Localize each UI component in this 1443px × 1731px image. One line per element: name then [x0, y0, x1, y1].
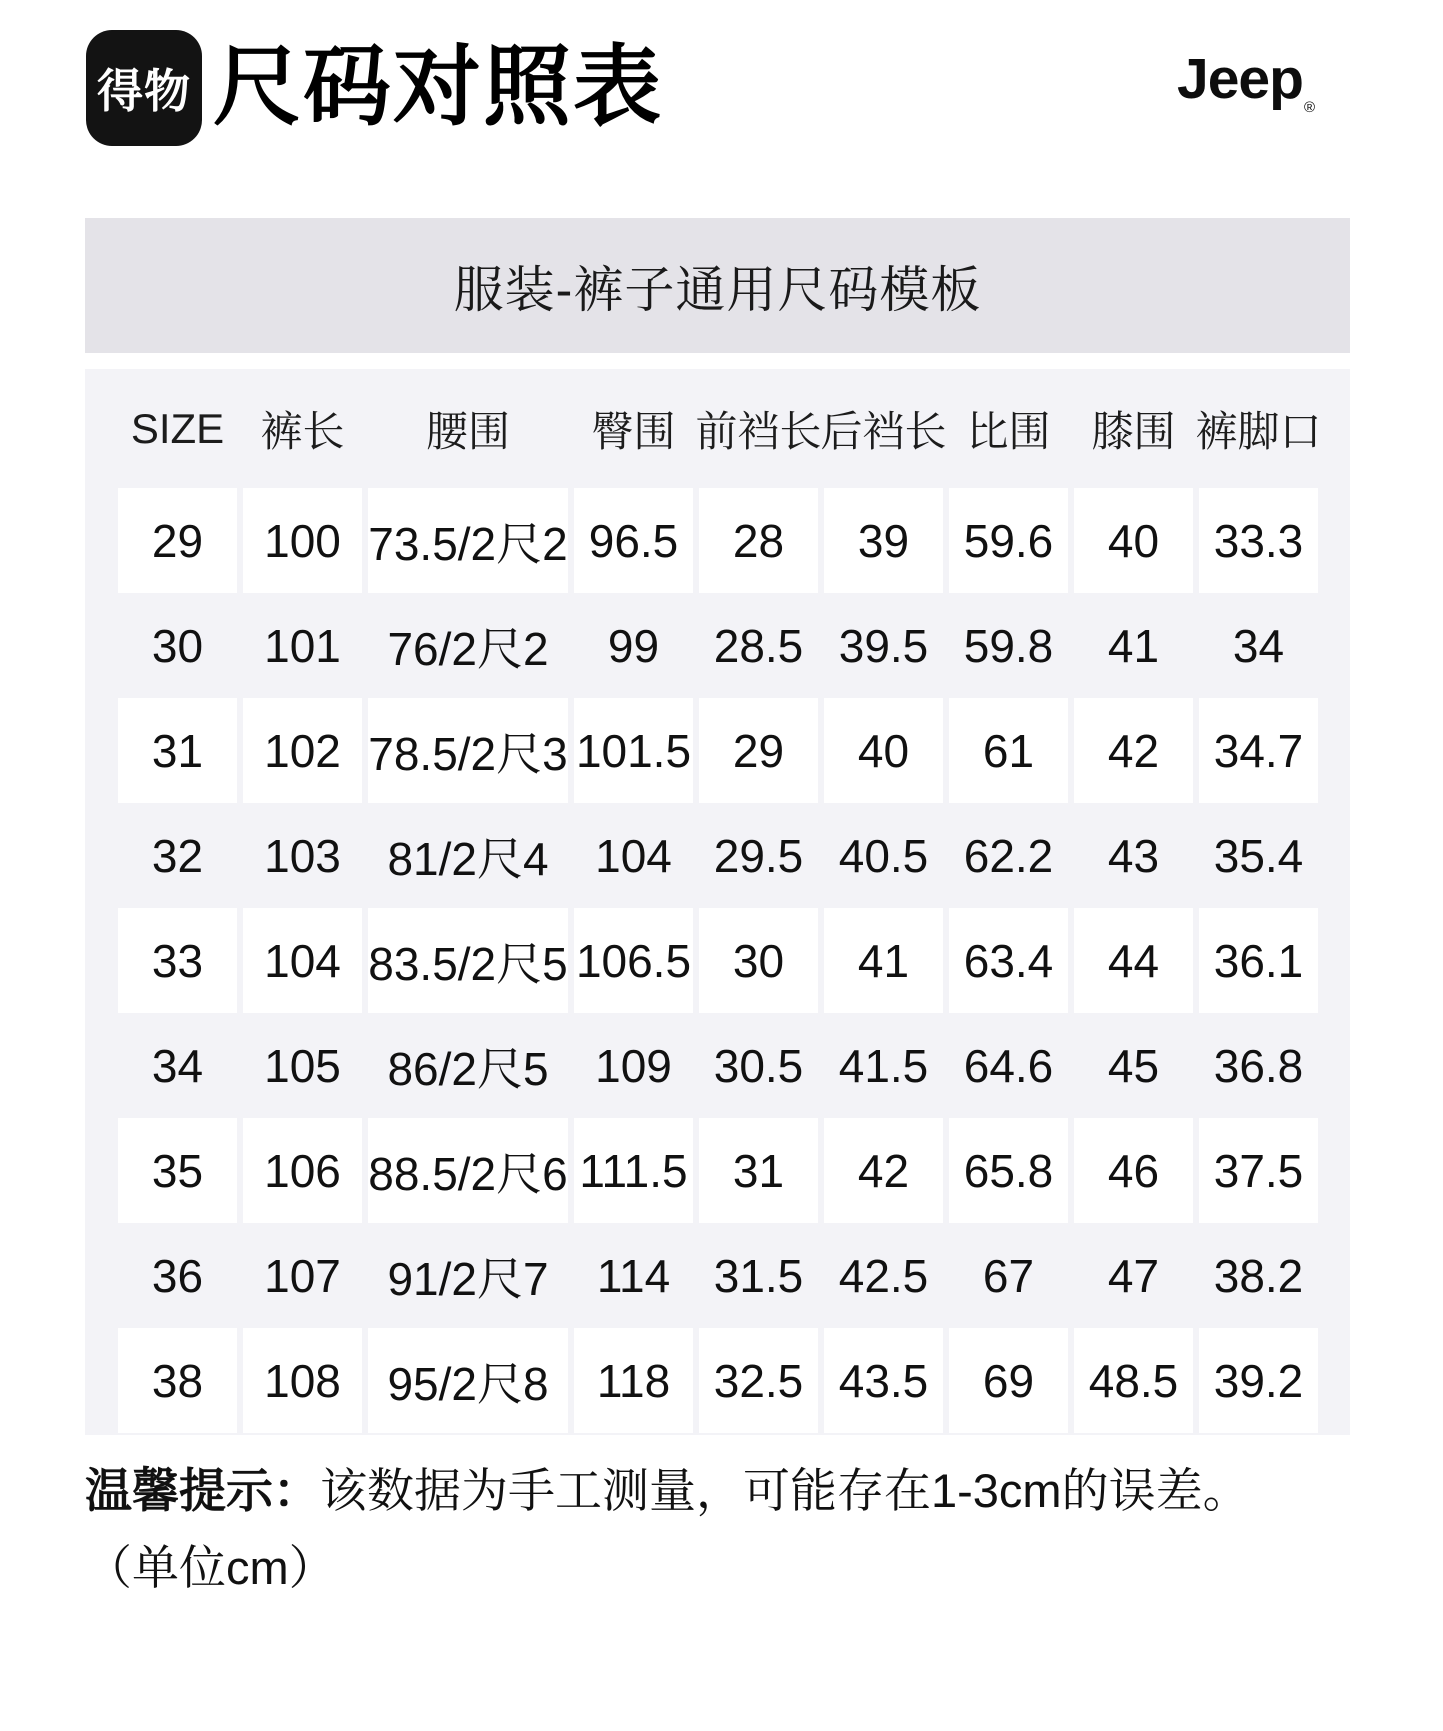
table-cell: 100	[243, 488, 362, 593]
table-cell: 42.5	[838, 1249, 929, 1302]
table-cell: 35.4	[1213, 829, 1304, 882]
table-cell: 106.5	[574, 908, 693, 1013]
unit-note: （单位cm）	[85, 1541, 336, 1594]
measurement-note	[85, 1460, 1385, 1522]
column-header-6: 比围	[966, 407, 1051, 455]
table-cell: 47	[1107, 1249, 1160, 1302]
table-cell: 30	[699, 908, 818, 1013]
size-table	[85, 369, 1350, 1435]
table-cell: 99	[607, 619, 660, 672]
table-cell: 106	[243, 1118, 362, 1223]
table-cell: 37.5	[1199, 1118, 1318, 1223]
table-cell: 38	[118, 1328, 237, 1433]
table-cell: 81/2尺4	[387, 832, 549, 885]
table-row-size-32	[85, 803, 1350, 908]
table-cell: 42	[1074, 698, 1193, 803]
dewu-logo	[86, 30, 202, 146]
table-cell: 40	[1074, 488, 1193, 593]
table-cell: 96.5	[574, 488, 693, 593]
column-header-0: SIZE	[130, 404, 225, 452]
table-cell: 28.5	[713, 619, 804, 672]
table-cell: 32	[151, 829, 204, 882]
table-cell: 40	[824, 698, 943, 803]
table-cell: 41	[1107, 619, 1160, 672]
column-header-7: 膝围	[1091, 407, 1176, 455]
table-cell: 42	[824, 1118, 943, 1223]
table-cell: 83.5/2尺5	[368, 908, 568, 1013]
table-cell: 62.2	[963, 829, 1054, 882]
table-cell: 48.5	[1074, 1328, 1193, 1433]
template-banner	[85, 218, 1350, 353]
table-cell: 108	[243, 1328, 362, 1433]
table-cell: 95/2尺8	[368, 1328, 568, 1433]
table-cell: 31.5	[713, 1249, 804, 1302]
table-cell: 32.5	[699, 1328, 818, 1433]
table-cell: 104	[595, 829, 672, 882]
table-cell: 31	[699, 1118, 818, 1223]
table-cell: 73.5/2尺2	[368, 488, 568, 593]
table-cell: 28	[699, 488, 818, 593]
template-banner-title: 服装-裤子通用尺码模板	[453, 261, 982, 318]
table-cell: 34.7	[1199, 698, 1318, 803]
table-cell: 59.6	[949, 488, 1068, 593]
table-cell: 69	[949, 1328, 1068, 1433]
table-header-row	[85, 369, 1350, 488]
registered-mark-icon: ®	[1303, 99, 1314, 116]
dewu-logo-text: 得物	[97, 65, 191, 117]
table-cell: 29.5	[713, 829, 804, 882]
note-label: 温馨提示：	[85, 1464, 320, 1517]
table-cell: 40.5	[838, 829, 929, 882]
table-row-size-38	[85, 1328, 1350, 1433]
table-row-size-33	[85, 908, 1350, 1013]
table-cell: 105	[264, 1039, 341, 1092]
table-cell: 36.1	[1199, 908, 1318, 1013]
table-cell: 109	[595, 1039, 672, 1092]
table-cell: 41	[824, 908, 943, 1013]
note-text: 该数据为手工测量，可能存在1-3cm的误差。	[320, 1464, 1250, 1517]
column-header-8: 裤脚口	[1195, 407, 1322, 455]
table-cell: 103	[264, 829, 341, 882]
column-header-3: 臀围	[591, 407, 676, 455]
table-cell: 64.6	[963, 1039, 1054, 1092]
table-cell: 33	[118, 908, 237, 1013]
table-cell: 107	[264, 1249, 341, 1302]
table-cell: 43.5	[824, 1328, 943, 1433]
page-title: 尺码对照表	[213, 37, 664, 136]
table-cell: 39.5	[838, 619, 929, 672]
table-cell: 39	[824, 488, 943, 593]
table-cell: 101	[264, 619, 341, 672]
table-row-size-35	[85, 1118, 1350, 1223]
table-cell: 46	[1074, 1118, 1193, 1223]
table-cell: 30.5	[713, 1039, 804, 1092]
jeep-logo-text: Jeep	[1177, 47, 1303, 111]
table-row-size-30	[85, 593, 1350, 698]
table-cell: 38.2	[1213, 1249, 1304, 1302]
table-cell: 61	[949, 698, 1068, 803]
column-header-5: 后裆长	[820, 407, 947, 455]
table-cell: 39.2	[1199, 1328, 1318, 1433]
table-cell: 101.5	[574, 698, 693, 803]
table-cell: 34	[151, 1039, 204, 1092]
table-cell: 34	[1232, 619, 1285, 672]
column-header-1: 裤长	[260, 407, 345, 455]
table-cell: 104	[243, 908, 362, 1013]
table-cell: 114	[596, 1249, 671, 1302]
table-cell: 63.4	[949, 908, 1068, 1013]
table-cell: 35	[118, 1118, 237, 1223]
table-row-size-29	[85, 488, 1350, 593]
table-cell: 33.3	[1199, 488, 1318, 593]
table-cell: 45	[1107, 1039, 1160, 1092]
table-cell: 65.8	[949, 1118, 1068, 1223]
jeep-logo	[1177, 46, 1314, 116]
table-cell: 59.8	[963, 619, 1054, 672]
table-row-size-34	[85, 1013, 1350, 1118]
table-row-size-31	[85, 698, 1350, 803]
table-cell: 43	[1107, 829, 1160, 882]
table-row-size-36	[85, 1223, 1350, 1328]
table-cell: 44	[1074, 908, 1193, 1013]
table-cell: 41.5	[838, 1039, 929, 1092]
table-body	[85, 488, 1350, 1433]
table-cell: 67	[982, 1249, 1035, 1302]
table-cell: 29	[118, 488, 237, 593]
table-cell: 86/2尺5	[387, 1042, 549, 1095]
table-cell: 76/2尺2	[387, 622, 549, 675]
table-cell: 36.8	[1213, 1039, 1304, 1092]
table-cell: 91/2尺7	[387, 1252, 549, 1305]
table-cell: 30	[151, 619, 204, 672]
table-cell: 102	[243, 698, 362, 803]
column-header-4: 前裆长	[695, 407, 822, 455]
column-header-2: 腰围	[425, 407, 510, 455]
table-cell: 29	[699, 698, 818, 803]
table-cell: 78.5/2尺3	[368, 698, 568, 803]
table-cell: 36	[151, 1249, 204, 1302]
table-cell: 88.5/2尺6	[368, 1118, 568, 1223]
table-cell: 118	[574, 1328, 693, 1433]
table-cell: 31	[118, 698, 237, 803]
table-cell: 111.5	[574, 1118, 693, 1223]
